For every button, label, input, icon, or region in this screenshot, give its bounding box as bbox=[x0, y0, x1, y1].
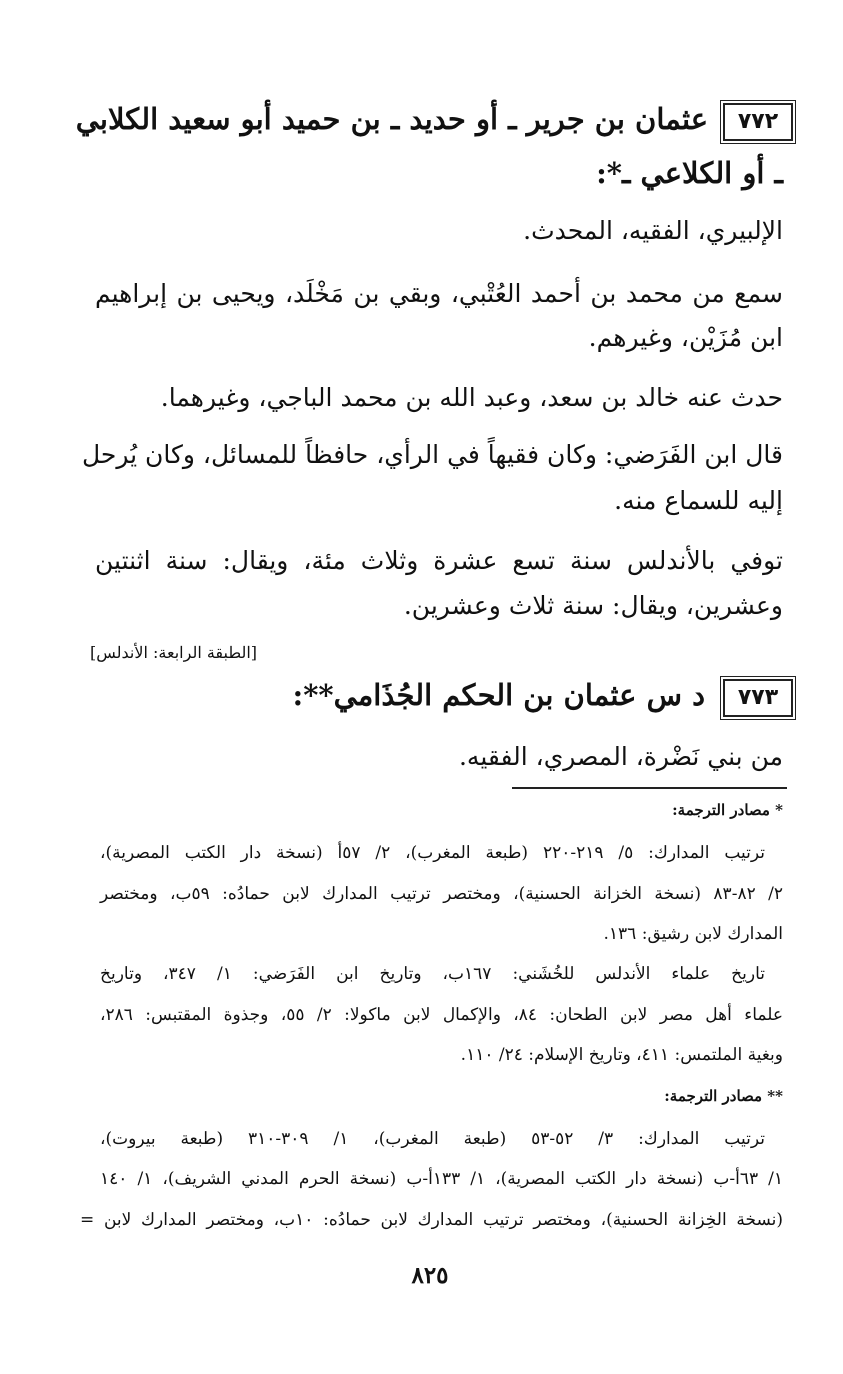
footnote-line: ترتيب المدارك: ٣/ ٥٢-٥٣ (طبعة المغرب)، ١/ ٣٠٩-٣١٠ (طبعة بيروت)، bbox=[100, 1129, 765, 1149]
footnote-line: علماء أهل مصر لابن الطحان: ٨٤، والإكمال لابن ماكولا: ٢/ ٥٥، وجذوة المقتبس: ٢٨٦، bbox=[100, 1005, 784, 1025]
entry-title-continued: ـ أو الكلاعي ـ*: bbox=[596, 156, 783, 190]
footnote-separator bbox=[512, 787, 787, 789]
entry-number-box: ٧٧٢ bbox=[723, 103, 793, 141]
footnote-heading: * مصادر الترجمة: bbox=[672, 801, 783, 819]
footnote-line: (نسخة الخِزانة الحسنية)، ومختصر ترتيب المدارك لابن حمادُه: ١٠ب، ومختصر المدارك لابن = bbox=[80, 1210, 784, 1230]
entry-text-line: الإلبيري، الفقيه، المحدث. bbox=[523, 216, 783, 245]
entry-title: د س عثمان بن الحكم الجُذَامي**: bbox=[292, 678, 705, 712]
entry-text-line: قال ابن الفَرَضي: وكان فقيهاً في الرأي، حافظاً للمسائل، وكان يُرحل bbox=[81, 440, 783, 469]
page-number: ٨٢٥ bbox=[411, 1262, 449, 1289]
entry-text-line: إليه للسماع منه. bbox=[614, 486, 783, 515]
entry-text-line: حدث عنه خالد بن سعد، وعبد الله بن محمد الباجي، وغيرهما. bbox=[160, 383, 783, 412]
footnote-line: ٢/ ٨٢-٨٣ (نسخة الخزانة الحسنية)، ومختصر ترتيب المدارك لابن حمادُه: ٥٩ب، ومختصر bbox=[100, 884, 783, 904]
entry-text-line: توفي بالأندلس سنة تسع عشرة وثلاث مئة، ويقال: سنة اثنتين bbox=[95, 546, 783, 575]
footnote-line: المدارك لابن رشيق: ١٣٦. bbox=[603, 924, 783, 944]
entry-number-box: ٧٧٣ bbox=[723, 679, 793, 717]
entry-title: عثمان بن جرير ـ أو حديد ـ بن حميد أبو سعيد الكلابي bbox=[75, 102, 708, 136]
footnote-heading: ** مصادر الترجمة: bbox=[664, 1087, 783, 1105]
footnote-line: ١/ ٦٣أ-ب (نسخة دار الكتب المصرية)، ١/ ١٣٣أ-ب (نسخة الحرم المدني الشريف)، ١/ ١٤٠ bbox=[100, 1169, 783, 1189]
entry-text-line: ابن مُزَيْن، وغيرهم. bbox=[588, 323, 783, 352]
entry-text-line: وعشرين، ويقال: سنة ثلاث وعشرين. bbox=[403, 591, 783, 620]
footnote-line: تاريخ علماء الأندلس للخُشَني: ١٦٧ب، وتاريخ ابن الفَرَضي: ١/ ٣٤٧، وتاريخ bbox=[100, 964, 765, 984]
entry-text-line: من بني نَضْرة، المصري، الفقيه. bbox=[458, 742, 783, 771]
footnote-line: وبغية الملتمس: ٤١١، وتاريخ الإسلام: ٢٤/ ١١٠. bbox=[460, 1045, 783, 1065]
tabaqa-note: [الطبقة الرابعة: الأندلس] bbox=[90, 643, 258, 662]
entry-text-line: سمع من محمد بن أحمد العُتْبي، وبقي بن مَخْلَد، ويحيى بن إبراهيم bbox=[95, 279, 783, 308]
footnote-line: ترتيب المدارك: ٥/ ٢١٩-٢٢٠ (طبعة المغرب)، ٢/ ٥٧أ (نسخة دار الكتب المصرية)، bbox=[100, 843, 765, 863]
